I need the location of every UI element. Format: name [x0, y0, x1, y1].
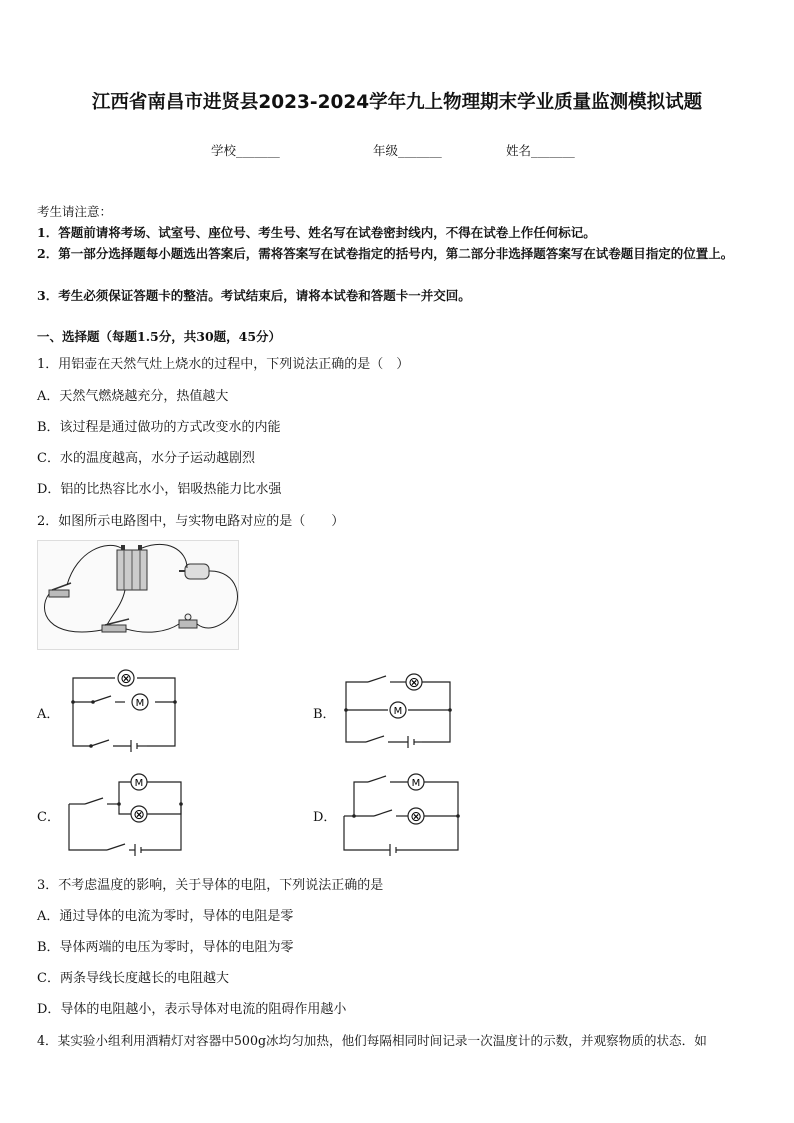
q2-option-b-label[interactable]: B．	[313, 707, 336, 722]
notice-item-1: 1．答题前请将考场、试室号、座位号、考生号、姓名写在试卷密封线内，不得在试卷上作任何标记。	[37, 225, 596, 240]
q2-option-d-circuit[interactable]	[338, 770, 466, 858]
lamp-icon: ⊗	[120, 671, 132, 687]
name-field[interactable]: 姓名_______	[506, 143, 575, 158]
q3-option-a[interactable]: A．通过导体的电流为零时，导体的电阻是零	[37, 909, 294, 924]
notice-item-3: 3．考生必须保证答题卡的整洁。考试结束后，请将本试卷和答题卡一并交回。	[37, 288, 471, 303]
lamp-icon: ⊗	[408, 675, 420, 691]
q3-option-b[interactable]: B．导体两端的电压为零时，导体的电阻为零	[37, 940, 294, 955]
q3-stem: 3．不考虑温度的影响，关于导体的电阻，下列说法正确的是	[37, 878, 384, 893]
q1-stem: 1．用铝壶在天然气灶上烧水的过程中，下列说法正确的是（ ）	[37, 357, 410, 372]
school-field[interactable]: 学校_______	[211, 143, 280, 158]
q2-stem: 2．如图所示电路图中，与实物电路对应的是（ ）	[37, 514, 345, 529]
grade-field[interactable]: 年级_______	[373, 143, 442, 158]
motor-icon: M	[134, 778, 144, 789]
q3-option-c[interactable]: C．两条导线长度越长的电阻越大	[37, 971, 229, 986]
page-title: 江西省南昌市进贤县2023-2024学年九上物理期末学业质量监测模拟试题	[91, 92, 703, 113]
q2-option-a-circuit[interactable]	[63, 666, 187, 754]
section-heading: 一、选择题（每题1.5分，共30题，45分）	[37, 329, 282, 344]
q2-option-c-circuit[interactable]	[63, 770, 187, 858]
q2-option-a-label[interactable]: A．	[37, 707, 60, 722]
lamp-icon: ⊗	[410, 809, 422, 825]
q1-option-d[interactable]: D．铝的比热容比水小，铝吸热能力比水强	[37, 482, 282, 497]
q1-option-a[interactable]: A．天然气燃烧越充分，热值越大	[37, 389, 229, 404]
q2-option-c-label[interactable]: C．	[37, 810, 60, 825]
q4-stem: 4．某实验小组利用酒精灯对容器中500g冰均匀加热，他们每隔相同时间记录一次温度计的示数，并观察物质的状态．如	[37, 1033, 707, 1048]
q3-option-d[interactable]: D．导体的电阻越小，表示导体对电流的阻碍作用越小	[37, 1002, 347, 1017]
q1-option-b[interactable]: B．该过程是通过做功的方式改变水的内能	[37, 420, 281, 435]
motor-icon: M	[393, 706, 403, 717]
lamp-icon: ⊗	[133, 807, 145, 823]
motor-icon: M	[135, 698, 145, 709]
motor-icon: M	[411, 778, 421, 789]
q1-option-c[interactable]: C．水的温度越高，水分子运动越剧烈	[37, 451, 255, 466]
q2-option-b-circuit[interactable]	[338, 670, 458, 752]
notice-item-2: 2．第一部分选择题每小题选出答案后，需将答案写在试卷指定的括号内，第二部分非选择题答案写在试卷题目指定的位置上。	[37, 246, 734, 261]
q2-option-d-label[interactable]: D．	[313, 810, 337, 825]
physical-circuit-figure	[37, 540, 239, 650]
battery-pack-icon	[117, 545, 147, 590]
notice-heading: 考生请注意：	[37, 204, 113, 219]
